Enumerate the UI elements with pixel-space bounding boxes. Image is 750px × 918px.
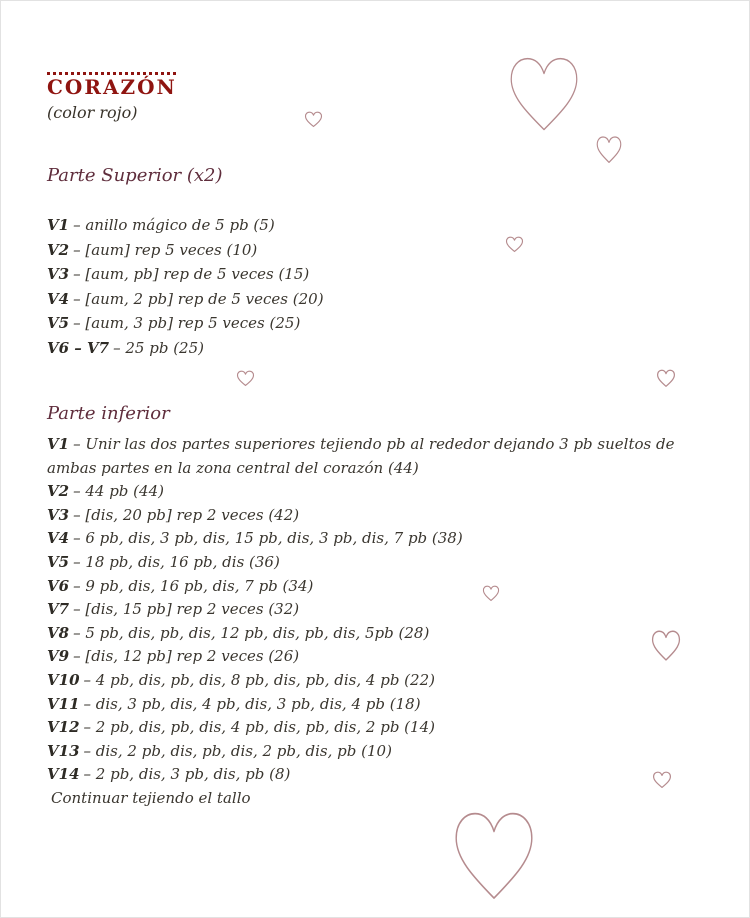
pattern-row (47, 504, 699, 528)
row-text: – dis, 2 pb, dis, pb, dis, 2 pb, dis, pb (10) (83, 741, 392, 760)
heart-outline-icon (505, 236, 524, 253)
row-label: V7 (47, 600, 70, 619)
row-label: V3 (47, 265, 70, 284)
section-heading-parte-inferior: Parte inferior (47, 403, 170, 424)
row-text: – anillo mágico de 5 pb (5) (73, 216, 275, 234)
pattern-row (47, 551, 699, 575)
parte-superior-rows (47, 213, 447, 361)
pattern-row (47, 287, 447, 312)
heart-outline-icon (652, 771, 672, 789)
pattern-row (47, 480, 699, 504)
row-text: – [aum, pb] rep de 5 veces (15) (73, 265, 310, 284)
page-subtitle: (color rojo) (47, 103, 138, 122)
row-text: – 2 pb, dis, 3 pb, dis, pb (8) (83, 765, 291, 784)
pattern-row (47, 433, 699, 480)
row-text: – [aum, 2 pb] rep de 5 veces (20) (73, 289, 324, 308)
row-label: V5 (47, 314, 70, 333)
row-text: – 25 pb (25) (113, 338, 204, 357)
row-text: – 5 pb, dis, pb, dis, 12 pb, dis, pb, dis, 5pb (28) (73, 623, 430, 642)
pattern-row (47, 262, 447, 287)
row-label: V5 (47, 552, 70, 571)
row-text: – 6 pb, dis, 3 pb, dis, 15 pb, dis, 3 pb, dis, 7 pb (38) (73, 529, 463, 548)
pattern-row (47, 622, 699, 646)
row-text: – Unir las dos partes superiores tejiendo pb al rededor dejando 3 pb sueltos de ambas partes en la zona central del corazón (44) (47, 435, 675, 477)
pattern-row (47, 336, 447, 361)
row-label: V9 (47, 647, 70, 666)
pattern-row (47, 238, 447, 263)
heart-outline-icon (505, 53, 583, 137)
pattern-row (47, 693, 699, 717)
pattern-row (47, 740, 699, 764)
row-text: Continuar tejiendo el tallo (51, 788, 251, 807)
row-text: – dis, 3 pb, dis, 4 pb, dis, 3 pb, dis, 4 pb (18) (83, 694, 421, 713)
row-text: – [aum, 3 pb] rep 5 veces (25) (73, 314, 301, 333)
parte-inferior-rows (47, 433, 699, 811)
pattern-row (47, 669, 699, 693)
row-label: V10 (47, 670, 80, 689)
heart-outline-icon (304, 111, 323, 128)
row-text: – [dis, 15 pb] rep 2 veces (32) (73, 600, 300, 619)
row-label: V1 (47, 435, 70, 453)
pattern-row (47, 311, 447, 336)
row-text: – 18 pb, dis, 16 pb, dis (36) (73, 552, 280, 571)
row-label: V6 – V7 (47, 338, 110, 357)
row-text: – [dis, 20 pb] rep 2 veces (42) (73, 505, 300, 524)
row-label: V13 (47, 741, 80, 760)
pattern-row (47, 527, 699, 551)
row-text: – [dis, 12 pb] rep 2 veces (26) (73, 647, 300, 666)
page-title: CORAZÓN (47, 75, 177, 99)
pattern-row (47, 575, 699, 599)
heart-outline-icon (236, 370, 255, 387)
row-label: V2 (47, 482, 70, 501)
pattern-row (47, 645, 699, 669)
heart-outline-icon (449, 807, 539, 907)
row-text: – 4 pb, dis, pb, dis, 8 pb, dis, pb, dis, 4 pb (22) (83, 670, 435, 689)
heart-outline-icon (650, 629, 682, 663)
pattern-row (47, 716, 699, 740)
row-label: V6 (47, 576, 70, 595)
section-heading-parte-superior: Parte Superior (x2) (47, 165, 223, 186)
pattern-row (47, 213, 447, 238)
row-label: V4 (47, 529, 70, 548)
row-label: V8 (47, 623, 70, 642)
row-label: V14 (47, 765, 80, 784)
row-text: – 9 pb, dis, 16 pb, dis, 7 pb (34) (73, 576, 314, 595)
row-text: – [aum] rep 5 veces (10) (73, 240, 258, 259)
row-label: V12 (47, 718, 80, 737)
pattern-row (47, 598, 699, 622)
pattern-row (47, 763, 699, 787)
pattern-row (47, 787, 699, 811)
row-text: – 44 pb (44) (73, 482, 164, 501)
row-label: V3 (47, 505, 70, 524)
heart-outline-icon (482, 585, 500, 602)
row-text: – 2 pb, dis, pb, dis, 4 pb, dis, pb, dis, 2 pb (14) (83, 718, 435, 737)
heart-outline-icon (595, 135, 623, 165)
heart-outline-icon (656, 369, 676, 388)
row-label: V2 (47, 240, 70, 259)
row-label: V1 (47, 216, 70, 234)
row-label: V11 (47, 694, 80, 713)
row-label: V4 (47, 289, 70, 308)
